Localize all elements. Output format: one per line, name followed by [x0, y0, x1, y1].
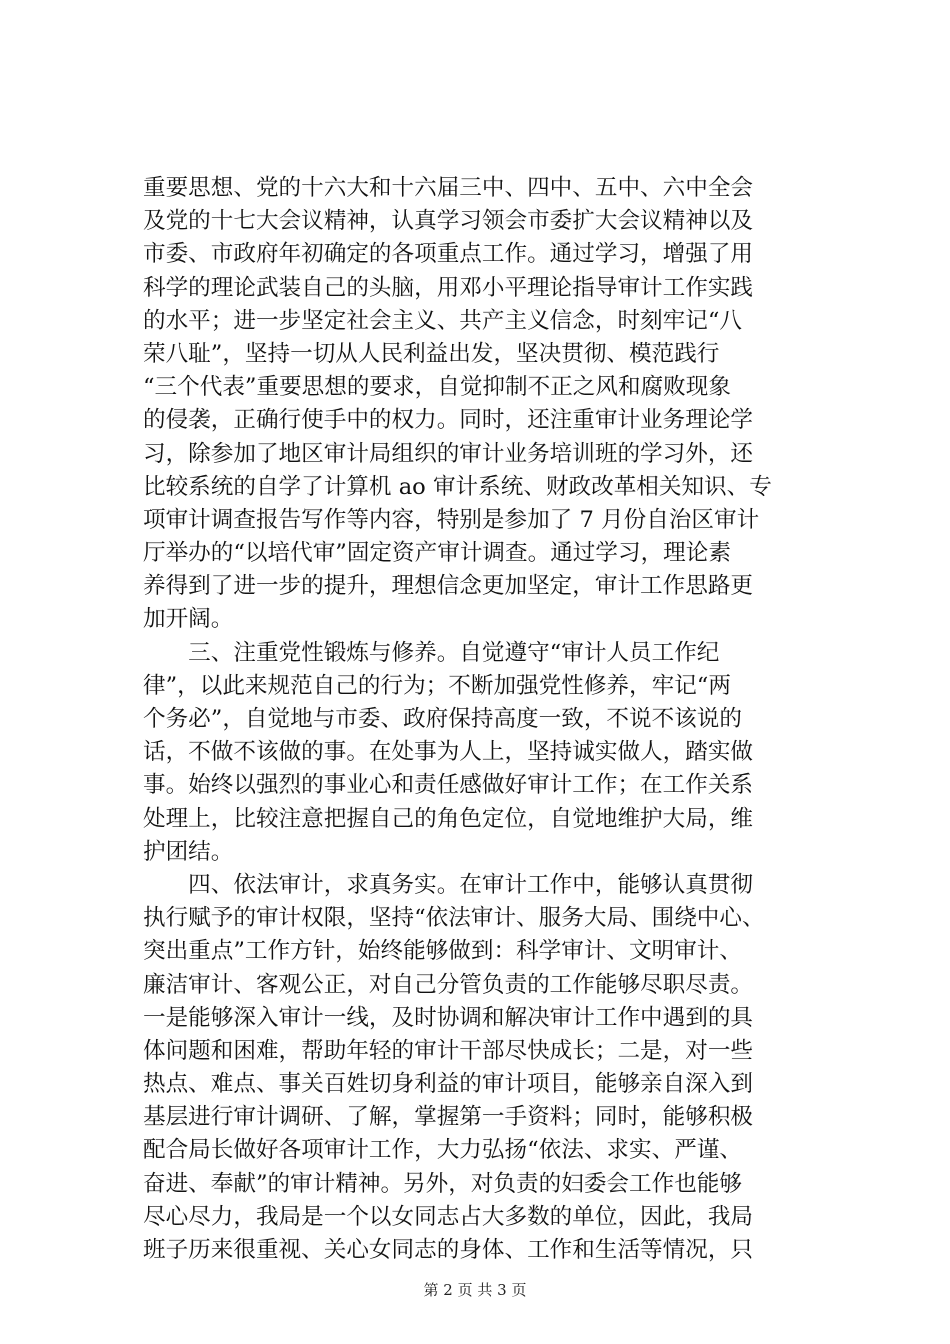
text-line: 的水平；进一步坚定社会主义、共产主义信念，时刻牢记“八 — [143, 307, 742, 334]
text-line: 尽心尽力，我局是一个以女同志占大多数的单位，因此，我局 — [143, 1203, 754, 1230]
document-body — [143, 172, 833, 1267]
text-line: 及党的十七大会议精神，认真学习领会市委扩大会议精神以及 — [143, 208, 754, 235]
text-line: 加开阔。 — [143, 606, 234, 633]
text-line: 配合局长做好各项审计工作，大力弘扬“依法、求实、严谨、 — [143, 1137, 742, 1164]
text-line: 体问题和困难，帮助年轻的审计干部尽快成长；二是，对一些 — [143, 1037, 754, 1064]
page-footer — [0, 1280, 950, 1300]
text-line: 重要思想、党的十六大和十六届三中、四中、五中、六中全会 — [143, 175, 754, 201]
text-line: 事。始终以强烈的事业心和责任感做好审计工作；在工作关系 — [143, 772, 754, 799]
page-number-label: 第 2 页 共 3 页 — [423, 1281, 527, 1299]
text-line: 热点、难点、事关百姓切身利益的审计项目，能够亲自深入到 — [143, 1071, 754, 1098]
text-line: 执行赋予的审计权限，坚持“依法审计、服务大局、围绕中心、 — [143, 905, 765, 932]
text-line: 奋进、奉献”的审计精神。另外，对负责的妇委会工作也能够 — [143, 1170, 742, 1197]
text-line: 基层进行审计调研、了解，掌握第一手资料；同时，能够积极 — [143, 1104, 754, 1131]
section-heading-line: 三、注重党性锻炼与修养。自觉遵守“审计人员工作纪 — [143, 639, 720, 666]
text-line: 荣八耻”，坚持一切从人民利益出发，坚决贯彻、模范践行 — [143, 340, 720, 367]
text-line: 护团结。 — [143, 838, 234, 865]
text-line: 话，不做不该做的事。在处事为人上，坚持诚实做人，踏实做 — [143, 739, 754, 766]
text-line: “三个代表”重要思想的要求，自觉抑制不正之风和腐败现象 — [143, 374, 731, 401]
text-line: 廉洁审计、客观公正，对自己分管负责的工作能够尽职尽责。 — [143, 971, 754, 998]
text-line: 一是能够深入审计一线，及时协调和解决审计工作中遇到的具 — [143, 1004, 754, 1031]
text-line: 习，除参加了地区审计局组织的审计业务培训班的学习外，还 — [143, 440, 754, 467]
text-line: 养得到了进一步的提升，理想信念更加坚定，审计工作思路更 — [143, 573, 754, 600]
text-line: 个务必”，自觉地与市委、政府保持高度一致，不说不该说的 — [143, 706, 742, 732]
text-line: 科学的理论武装自己的头脑，用邓小平理论指导审计工作实践 — [143, 274, 754, 301]
text-line: 市委、市政府年初确定的各项重点工作。通过学习，增强了用 — [143, 241, 754, 268]
section-heading-line: 四、依法审计，求真务实。在审计工作中，能够认真贯彻 — [143, 871, 754, 898]
text-line: 处理上，比较注意把握自己的角色定位，自觉地维护大局，维 — [143, 805, 754, 832]
text-line: 班子历来很重视、关心女同志的身体、工作和生活等情况，只 — [143, 1237, 754, 1263]
text-line: 的侵袭，正确行使手中的权力。同时，还注重审计业务理论学 — [143, 407, 754, 434]
text-line: 突出重点”工作方针，始终能够做到：科学审计、文明审计、 — [143, 938, 742, 965]
text-line: 比较系统的自学了计算机 ao 审计系统、财政改革相关知识、专 — [143, 473, 772, 500]
text-line: 律”，以此来规范自己的行为；不断加强党性修养，牢记“两 — [143, 672, 731, 699]
text-line: 项审计调查报告写作等内容，特别是参加了 7 月份自治区审计 — [143, 506, 760, 533]
text-line: 厅举办的“以培代审”固定资产审计调查。通过学习，理论素 — [143, 540, 731, 567]
